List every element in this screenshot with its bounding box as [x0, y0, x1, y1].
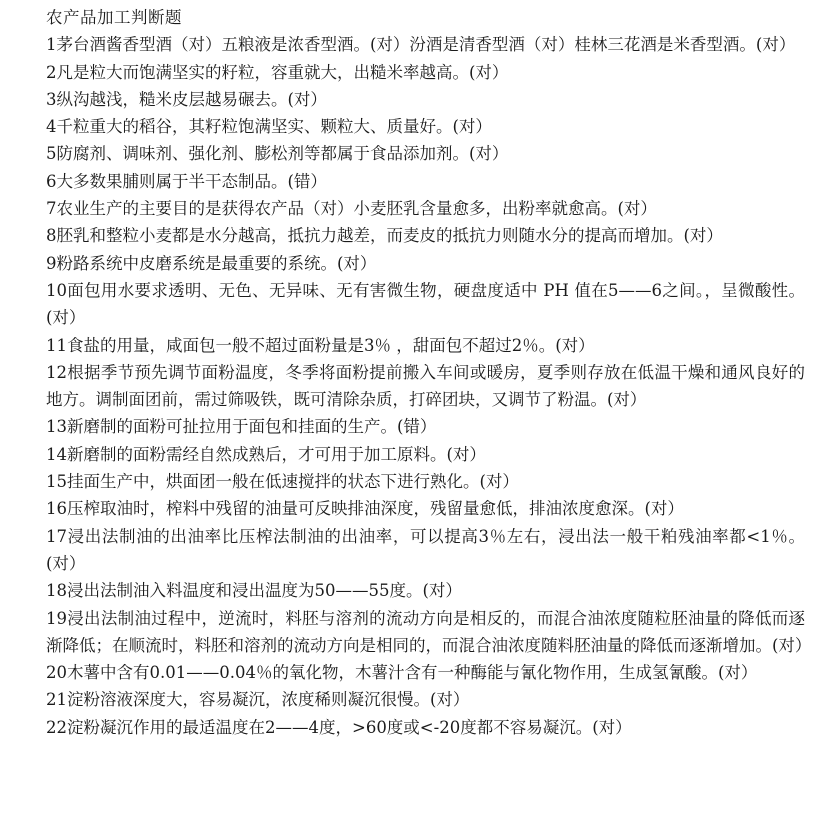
- question-item-16: 16压榨取油时，榨料中残留的油量可反映排油深度，残留量愈低，排油浓度愈深。(对）: [46, 499, 684, 519]
- question-item-15: 15挂面生产中，烘面团一般在低速搅拌的状态下进行熟化。(对）: [46, 472, 519, 492]
- question-item-8: 8胚乳和整粒小麦都是水分越高，抵抗力越差，而麦皮的抵抗力则随水分的提高而增加。(对）: [46, 226, 723, 246]
- question-item-6: 6大多数果脯则属于半干态制品。(错）: [46, 171, 327, 191]
- question-item-5: 5防腐剂、调味剂、强化剂、膨松剂等都属于食品添加剂。(对）: [46, 144, 509, 164]
- question-item-4: 4千粒重大的稻谷，其籽粒饱满坚实、颗粒大、质量好。(对）: [46, 117, 492, 137]
- question-item-21: 21淀粉溶液深度大，容易凝沉，浓度稀则凝沉很慢。(对）: [46, 690, 470, 710]
- question-item-13: 13新磨制的面粉可扯拉用于面包和挂面的生产。(错）: [46, 417, 437, 437]
- question-item-1: 1茅台酒酱香型酒（对）五粮液是浓香型酒。(对）汾酒是清香型酒（对）桂林三花酒是米香型酒。(对）: [46, 35, 796, 55]
- question-item-2: 2凡是粒大而饱满坚实的籽粒，容重就大，出糙米率越高。(对）: [46, 62, 509, 82]
- question-item-7: 7农业生产的主要目的是获得农产品（对）小麦胚乳含量愈多，出粉率就愈高。(对）: [46, 199, 657, 219]
- question-item-12: 12根据季节预先调节面粉温度，冬季将面粉提前搬入车间或暖房，夏季则存放在低温干燥和通风良好的地方。调制面团前，需过筛吸铁，既可清除杂质，打碎团块，又调节了粉温。(对）: [46, 362, 805, 410]
- question-item-19: 19浸出法制油过程中，逆流时，料胚与溶剂的流动方向是相反的，而混合油浓度随粒胚油量的降低而逐渐降低；在顺流时，料胚和溶剂的流动方向是相同的，而混合油浓度随料胚油量的降低而逐渐增加。(对）: [46, 608, 812, 655]
- question-item-10: 10面包用水要求透明、无色、无异味、无有害微生物，硬盘度适中 PH 值在5——6之间。，呈微酸性。(对）: [46, 280, 805, 328]
- question-item-11: 11食盐的用量，咸面包一般不超过面粉量是3％ ，甜面包不超过2％。(对）: [46, 335, 595, 355]
- question-item-18: 18浸出法制油入料温度和浸出温度为50——55度。(对）: [46, 581, 462, 601]
- question-item-17: 17浸出法制油的出油率比压榨法制油的出油率，可以提高3％左右，浸出法一般干粕残油率都<1％。(对）: [46, 526, 805, 573]
- document-title: 农产品加工判断题: [46, 8, 182, 27]
- question-item-22: 22淀粉凝沉作用的最适温度在2——4度，>60度或<-20度都不容易凝沉。(对）: [46, 717, 632, 737]
- question-item-14: 14新磨制的面粉需经自然成熟后，才可用于加工原料。(对）: [46, 444, 486, 464]
- question-item-20: 20木薯中含有0.01——0.04％的氧化物，木薯汁含有一种酶能与氰化物作用，生成氢氰酸。(对）: [46, 663, 758, 683]
- question-item-9: 9粉路系统中皮磨系统是最重要的系统。(对）: [46, 253, 377, 273]
- question-item-3: 3纵沟越浅，糙米皮层越易碾去。(对）: [46, 89, 327, 109]
